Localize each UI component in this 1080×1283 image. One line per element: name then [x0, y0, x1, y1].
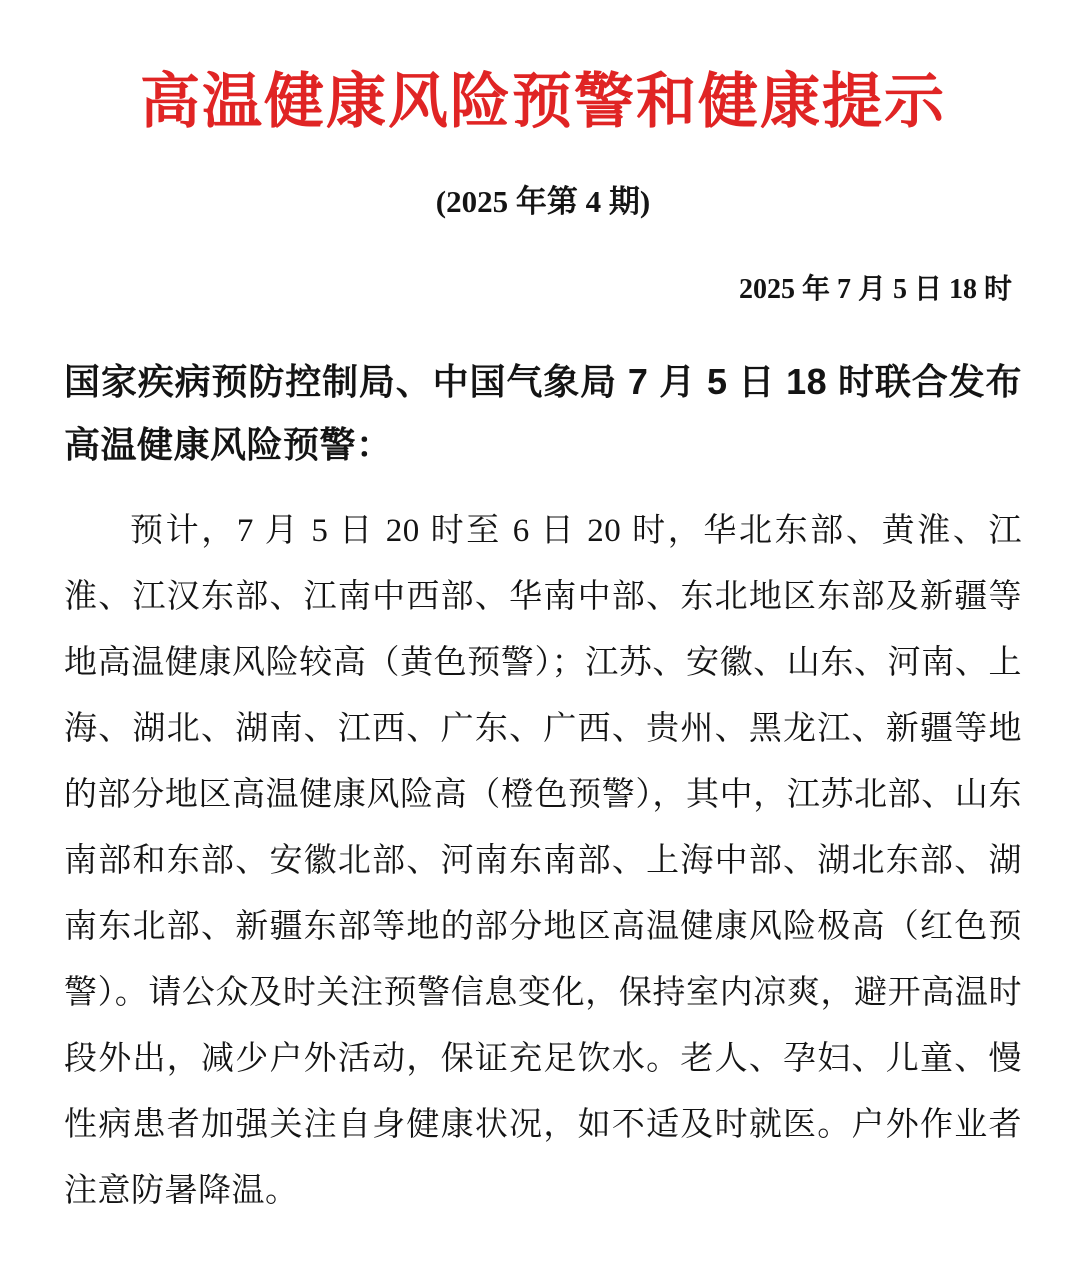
publish-datetime: 2025 年 7 月 5 日 18 时	[738, 274, 1012, 305]
body-paragraph: 预计，7 月 5 日 20 时至 6 日 20 时，华北东部、黄淮、江淮、江汉东部、江南中西部、华南中部、东北地区东部及新疆等地高温健康风险较高（黄色预警）；江苏、安徽、山东、河南、上海、湖北、湖南、江西、广东、广西、贵州、黑龙江、新疆等地的部分地区高温健康风险高（橙色预警），其中，江苏北部、山东南部和东部、安徽北部、河南东南部、上海中部、湖北东部、湖南东北部、新疆东部等地的部分地区高温健康风险极高（红色预警）。请公众及时关注预警信息变化，保持室内凉爽，避开高温时段外出，减少户外活动，保证充足饮水。老人、孕妇、儿童、慢性病患者加强关注自身健康状况，如不适及时就医。户外作业者注意防暑降温。	[64, 513, 1022, 1209]
lead-paragraph: 国家疾病预防控制局、中国气象局 7 月 5 日 18 时联合发布高温健康风险预警：	[64, 361, 1022, 465]
document-title: 高温健康风险预警和健康提示	[140, 68, 946, 135]
issue-number: (2025 年第 4 期)	[435, 184, 651, 219]
